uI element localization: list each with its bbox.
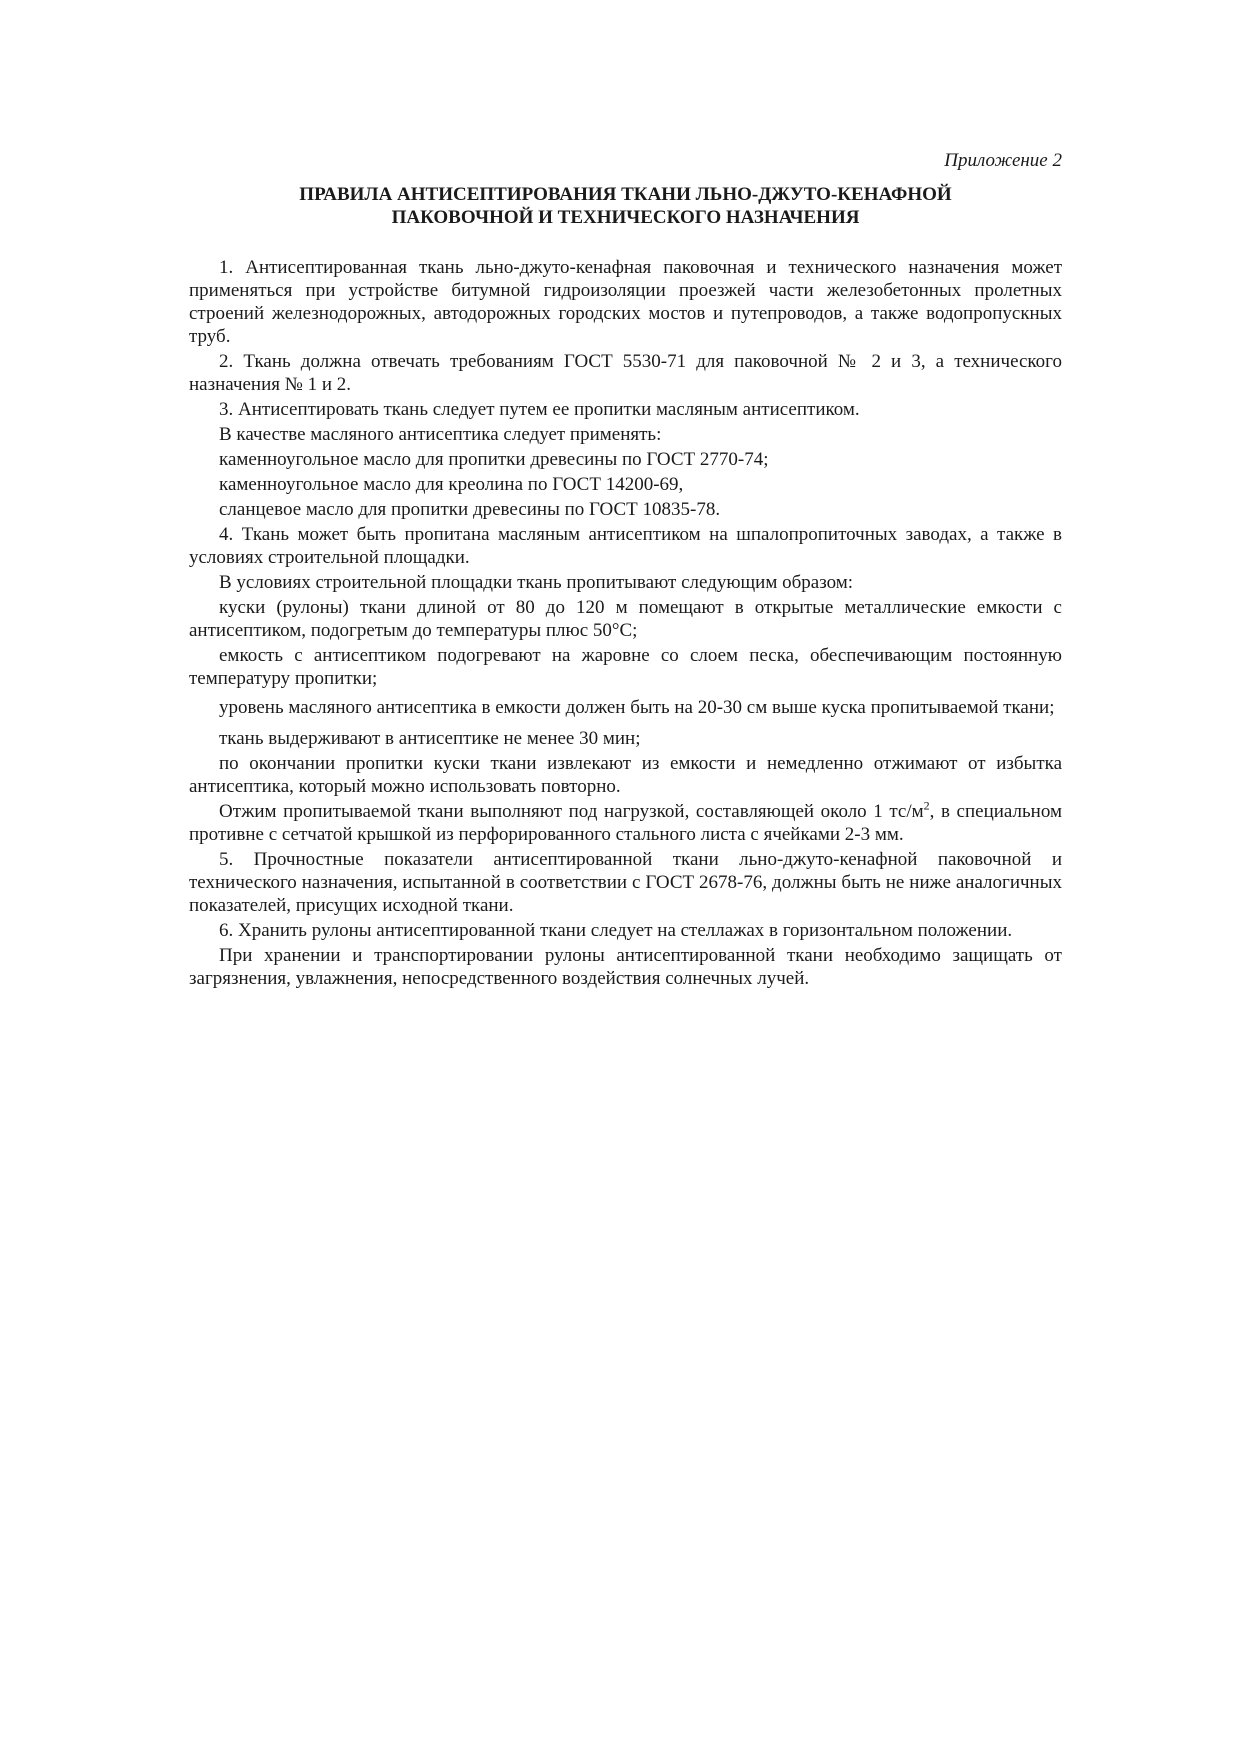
pressing-text-after: , в специальном противне с сетчатой крышкой из перфорированного стального листа с ячейками 2-3 мм. <box>189 801 1062 845</box>
paragraph-site-intro: В условиях строительной площадки ткань пропитывают следующим образом: <box>219 572 854 593</box>
list-item-coal-oil-creolin: каменноугольное масло для креолина по ГОСТ 14200-69, <box>219 474 684 495</box>
title-line-2: ПАКОВОЧНОЙ И ТЕХНИЧЕСКОГО НАЗНАЧЕНИЯ <box>391 207 860 228</box>
paragraph-antiseptic-intro: В качестве масляного антисептика следует применять: <box>219 424 662 445</box>
appendix-label: Приложение 2 <box>944 150 1062 171</box>
list-item-coal-oil-wood: каменноугольное масло для пропитки древесины по ГОСТ 2770-74; <box>219 449 769 470</box>
paragraph-2: 2. Ткань должна отвечать требованиям ГОСТ 5530-71 для паковочной № 2 и 3, а технического назначения № 1 и 2. <box>189 351 1062 395</box>
paragraph-4: 4. Ткань может быть пропитана масляным антисептиком на шпалопропиточных заводах, а также в условиях строительной площадки. <box>189 524 1062 568</box>
list-item-rolls: куски (рулоны) ткани длиной от 80 до 120 м помещают в открытые металлические емкости с антисептиком, подогретым до температуры плюс 50°С; <box>189 597 1062 641</box>
title-line-1: ПРАВИЛА АНТИСЕПТИРОВАНИЯ ТКАНИ ЛЬНО-ДЖУТО-КЕНАФНОЙ <box>299 184 952 205</box>
paragraph-1: 1. Антисептированная ткань льно-джуто-кенафная паковочная и технического назначения может применяться при устройстве битумной гидроизоляции проезжей части железобетонных пролетных строений железнодорожных, автодорожных городских мостов и путепроводов, а также водопропускных труб. <box>189 257 1062 347</box>
document-page <box>189 148 1062 990</box>
paragraph-pressing <box>189 800 1062 846</box>
list-item-shale-oil: сланцевое масло для пропитки древесины по ГОСТ 10835-78. <box>219 499 721 520</box>
pressing-superscript: 2 <box>923 798 930 813</box>
document-title <box>189 183 1062 229</box>
document-body <box>189 256 1062 990</box>
list-item-heating: емкость с антисептиком подогревают на жаровне со слоем песка, обеспечивающим постоянную температуру пропитки; <box>189 645 1062 689</box>
paragraph-3: 3. Антисептировать ткань следует путем ее пропитки масляным антисептиком. <box>219 399 860 420</box>
list-item-extraction: по окончании пропитки куски ткани извлекают из емкости и немедленно отжимают от избытка антисептика, который можно использовать повторно. <box>189 753 1062 797</box>
pressing-text-before: Отжим пропитываемой ткани выполняют под нагрузкой, составляющей около 1 тс/м <box>219 801 924 822</box>
paragraph-storage: При хранении и транспортировании рулоны антисептированной ткани необходимо защищать от загрязнения, увлажнения, непосредственного воздействия солнечных лучей. <box>189 945 1062 989</box>
paragraph-6: 6. Хранить рулоны антисептированной ткани следует на стеллажах в горизонтальном положении. <box>219 920 1013 941</box>
list-item-level: уровень масляного антисептика в емкости должен быть на 20-30 см выше куска пропитываемой ткани; <box>219 697 1055 718</box>
list-item-duration: ткань выдерживают в антисептике не менее 30 мин; <box>219 728 641 749</box>
paragraph-5: 5. Прочностные показатели антисептированной ткани льно-джуто-кенафной паковочной и технического назначения, испытанной в соответствии с ГОСТ 2678-76, должны быть не ниже аналогичных показателей, присущих исходной ткани. <box>189 849 1062 916</box>
